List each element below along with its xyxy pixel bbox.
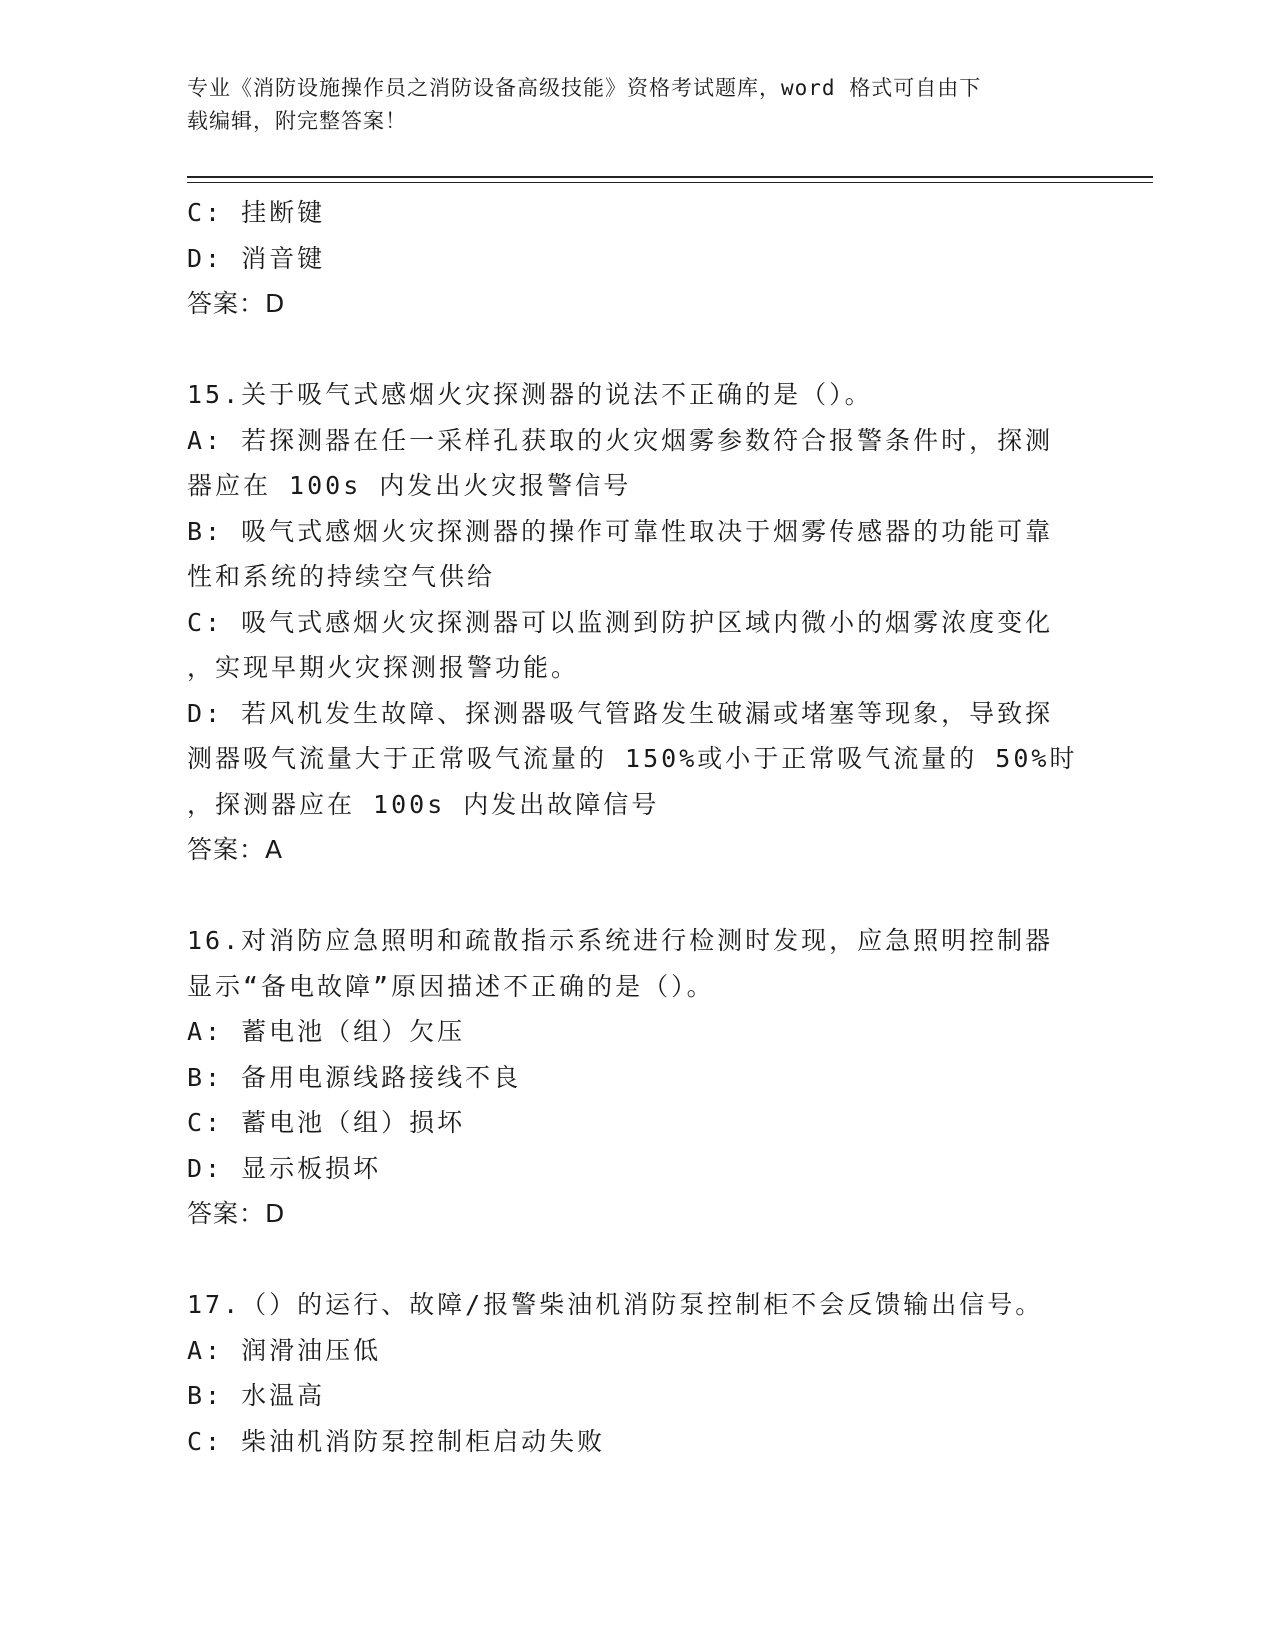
option-b: B: 备用电源线路接线不良 [187,1062,522,1092]
option-c: C: 柴油机消防泵控制柜启动失败 [187,1426,606,1456]
option-d-cont-2: ，探测器应在 100s 内发出故障信号 [187,789,660,819]
question-15 [187,372,1087,873]
question-stem: 16.对消防应急照明和疏散指示系统进行检测时发现，应急照明控制器 [187,926,1054,955]
header-line-2: 载编辑，附完整答案！ [187,109,407,133]
option-b-cont: 性和系统的持续空气供给 [187,562,496,591]
question-14-tail [187,190,1087,327]
question-17 [187,1282,1087,1464]
document-header [187,72,1067,138]
question-stem-cont: 显示“备电故障”原因描述不正确的是（）。 [187,971,715,1001]
option-a: A: 蓄电池（组）欠压 [187,1017,466,1046]
option-b: B: 吸气式感烟火灾探测器的操作可靠性取决于烟雾传感器的功能可靠 [187,516,1054,546]
option-d: D: 若风机发生故障、探测器吸气管路发生破漏或堵塞等现象，导致探 [187,698,1054,728]
header-rule-thick [187,176,1153,178]
question-stem: 17.（）的运行、故障/报警柴油机消防泵控制柜不会反馈输出信号。 [187,1290,1044,1319]
option-c: C: 吸气式感烟火灾探测器可以监测到防护区域内微小的烟雾浓度变化 [187,607,1054,637]
spacer [187,327,1087,373]
spacer [187,1237,1087,1283]
question-stem: 15.关于吸气式感烟火灾探测器的说法不正确的是（）。 [187,380,873,409]
answer-line: 答案：D [187,289,286,318]
option-a: A: 若探测器在任一采样孔获取的火灾烟雾参数符合报警条件时，探测 [187,425,1054,455]
header-rule-thin [187,182,1153,183]
option-d-cont: 测器吸气流量大于正常吸气流量的 150%或小于正常吸气流量的 50%时 [187,744,1078,773]
option-c-cont: ，实现早期火灾探测报警功能。 [187,653,580,682]
option-b: B: 水温高 [187,1381,326,1410]
option-d: D: 显示板损坏 [187,1153,382,1183]
question-16 [187,918,1087,1237]
option-c: C: 蓄电池（组）损坏 [187,1108,466,1137]
spacer [187,873,1087,919]
answer-line: 答案：A [187,835,284,864]
document-body [187,190,1087,1464]
answer-line: 答案：D [187,1199,286,1228]
option-c: C: 挂断键 [187,198,326,227]
option-d: D: 消音键 [187,243,326,273]
header-line-1: 专业《消防设施操作员之消防设备高级技能》资格考试题库，word 格式可自由下 [187,76,982,100]
option-a-cont: 器应在 100s 内发出火灾报警信号 [187,471,632,500]
option-a: A: 润滑油压低 [187,1335,382,1365]
